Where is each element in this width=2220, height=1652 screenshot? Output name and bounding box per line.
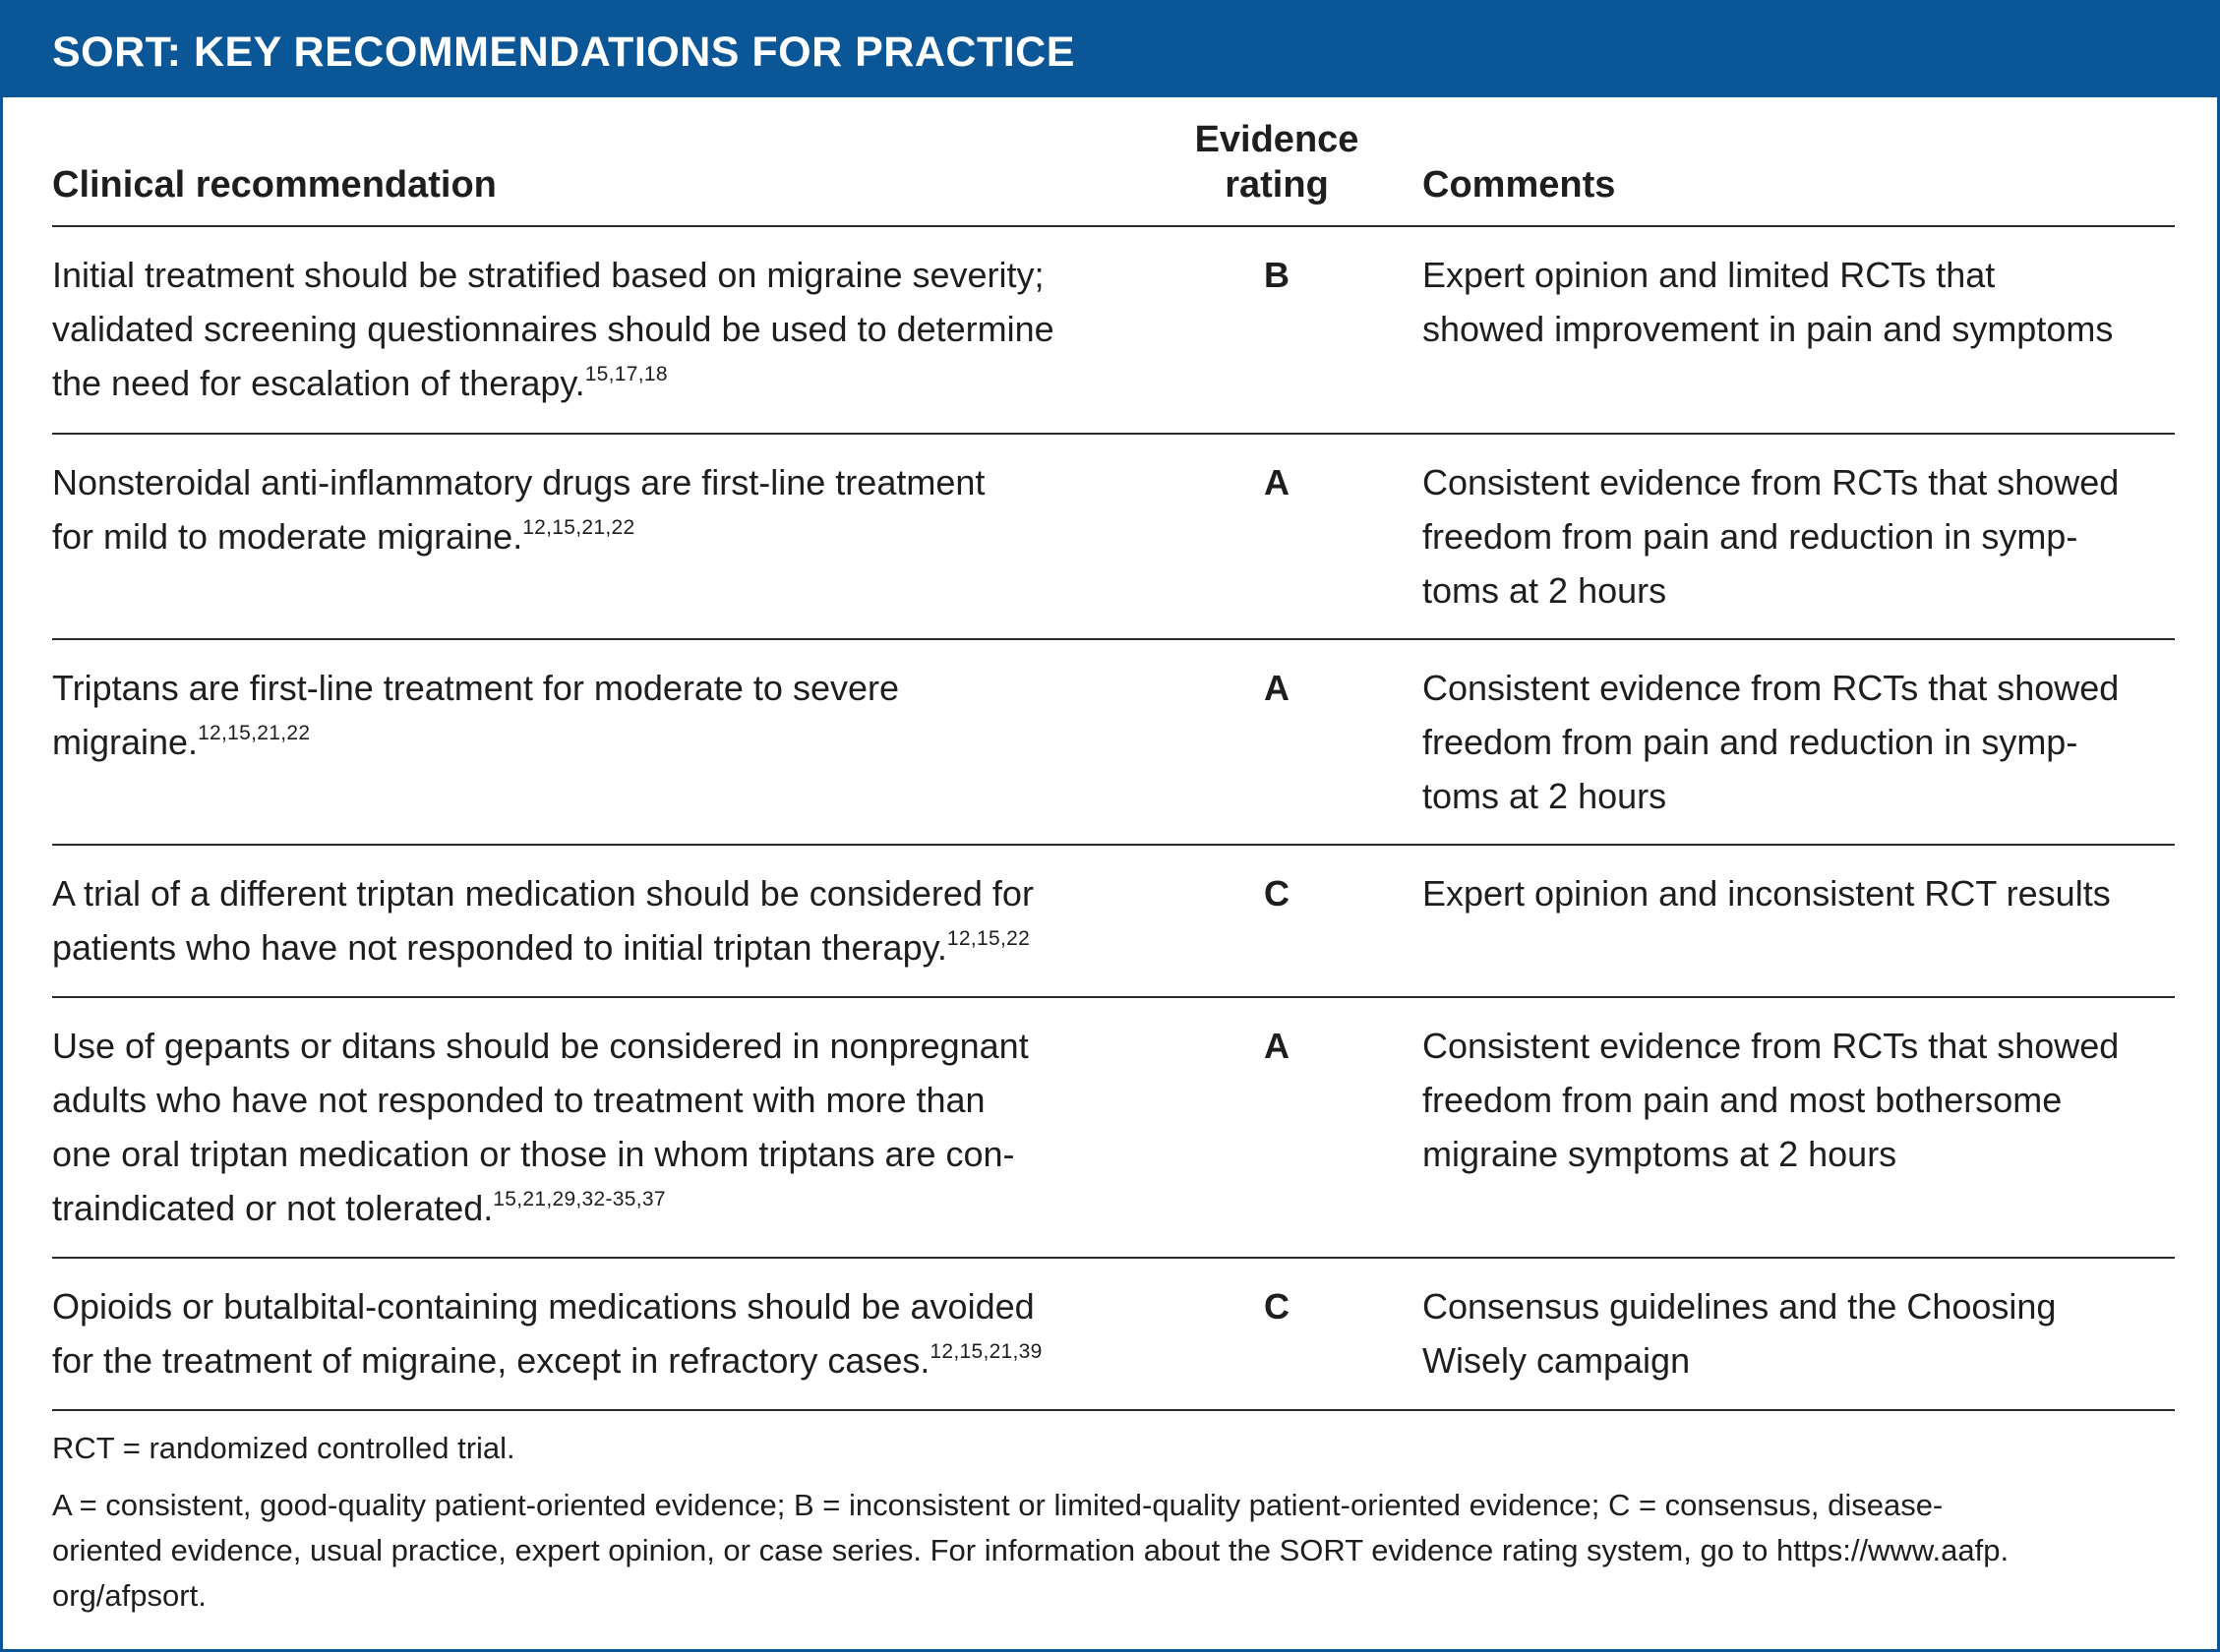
recommendation-line: one oral triptan medication or those in whom triptans are con- (52, 1134, 1015, 1174)
recommendation-line: validated screening questionnaires should be used to determine (52, 309, 1054, 349)
comment-line: toms at 2 hours (1422, 776, 1667, 816)
evidence-rating-cell: A (1264, 462, 1290, 502)
recommendation-cell (52, 661, 1154, 769)
footnote-line: oriented evidence, usual practice, expert opinion, or case series. For information about the SORT evidence rating system, go to https://www.aafp. (52, 1533, 2010, 1567)
comments-cell (1422, 1279, 2175, 1387)
comment-line: Expert opinion and limited RCTs that (1422, 255, 1996, 295)
comments-cell (1422, 455, 2175, 618)
comment-line: freedom from pain and reduction in symp- (1422, 722, 2078, 762)
table-row (3, 434, 2217, 638)
comment-line: Consensus guidelines and the Choosing (1422, 1286, 2057, 1327)
comments-cell (1422, 661, 2175, 823)
table-row (3, 1258, 2217, 1409)
footnote-rct: RCT = randomized controlled trial. (52, 1431, 515, 1465)
comment-line: freedom from pain and most bothersome (1422, 1080, 2063, 1120)
comment-line: Expert opinion and inconsistent RCT results (1422, 873, 2111, 914)
header-bar (3, 3, 2217, 97)
table-row (3, 226, 2217, 433)
comments-cell (1422, 1019, 2175, 1181)
recommendation-line: Nonsteroidal anti-inflammatory drugs are first-line treatment (52, 462, 986, 502)
footnote-line: A = consistent, good-quality patient-oriented evidence; B = inconsistent or limited-quality patient-oriented evidence; C = consensus, disease- (52, 1488, 1944, 1522)
table-title: SORT: KEY RECOMMENDATIONS FOR PRACTICE (52, 29, 1075, 76)
footnote-ratings (52, 1483, 2175, 1619)
recommendation-line: the need for escalation of therapy.$^{15,17,18}$ (52, 363, 668, 403)
column-header-rating-line: Evidence (1194, 119, 1359, 160)
recommendation-line: for the treatment of migraine, except in refractory cases.$^{12,15,21,39}$ (52, 1340, 1043, 1381)
recommendation-line: patients who have not responded to initial triptan therapy.$^{12,15,22}$ (52, 927, 1031, 968)
comment-line: Wisely campaign (1422, 1340, 1691, 1381)
comments-cell (1422, 866, 2175, 920)
recommendation-cell (52, 1019, 1154, 1235)
evidence-rating-cell: A (1264, 668, 1290, 708)
table-row (3, 845, 2217, 996)
recommendation-line: migraine.$^{12,15,21,22}$ (52, 722, 311, 762)
footnote-line: org/afpsort. (52, 1578, 207, 1613)
comment-line: Consistent evidence from RCTs that showed (1422, 1026, 2120, 1066)
recommendation-cell (52, 248, 1154, 410)
comment-line: migraine symptoms at 2 hours (1422, 1134, 1897, 1174)
comment-line: showed improvement in pain and symptoms (1422, 309, 2114, 349)
recommendation-line: Use of gepants or ditans should be considered in nonpregnant (52, 1026, 1029, 1066)
recommendation-line: traindicated or not tolerated.$^{15,21,29,32-35,37}$ (52, 1188, 666, 1228)
recommendation-cell (52, 866, 1154, 974)
citation-superscript: 12,15,22 (946, 927, 1031, 950)
recommendation-line: adults who have not responded to treatment with more than (52, 1080, 986, 1120)
recommendation-line: Initial treatment should be stratified based on migraine severity; (52, 255, 1045, 295)
column-header-rating-line: rating (1225, 164, 1329, 206)
recommendation-line: A trial of a different triptan medication should be considered for (52, 873, 1034, 914)
recommendation-line: Triptans are first-line treatment for moderate to severe (52, 668, 900, 708)
table-bottom-rule (52, 1409, 2175, 1411)
citation-superscript: 12,15,21,22 (522, 516, 635, 539)
comment-line: Consistent evidence from RCTs that showed (1422, 462, 2120, 502)
recommendation-line: for mild to moderate migraine.$^{12,15,21,22}$ (52, 516, 635, 557)
citation-superscript: 15,17,18 (584, 363, 668, 385)
table-row (3, 639, 2217, 844)
column-header-recommendation: Clinical recommendation (52, 164, 497, 206)
recommendation-cell (52, 1279, 1154, 1387)
recommendation-cell (52, 455, 1154, 563)
citation-superscript: 15,21,29,32-35,37 (493, 1188, 666, 1210)
comment-line: Consistent evidence from RCTs that showed (1422, 668, 2120, 708)
evidence-rating-cell: C (1264, 1286, 1290, 1327)
column-header-evidence-rating (1164, 117, 1390, 207)
evidence-rating-cell: B (1264, 255, 1290, 295)
citation-superscript: 12,15,21,39 (930, 1340, 1043, 1363)
recommendation-line: Opioids or butalbital-containing medications should be avoided (52, 1286, 1035, 1327)
table-row (3, 997, 2217, 1257)
evidence-rating-cell: C (1264, 873, 1290, 914)
comment-line: freedom from pain and reduction in symp- (1422, 516, 2078, 557)
citation-superscript: 12,15,21,22 (198, 722, 311, 744)
comments-cell (1422, 248, 2175, 356)
comment-line: toms at 2 hours (1422, 570, 1667, 611)
column-header-comments: Comments (1422, 164, 1616, 206)
evidence-rating-cell: A (1264, 1026, 1290, 1066)
